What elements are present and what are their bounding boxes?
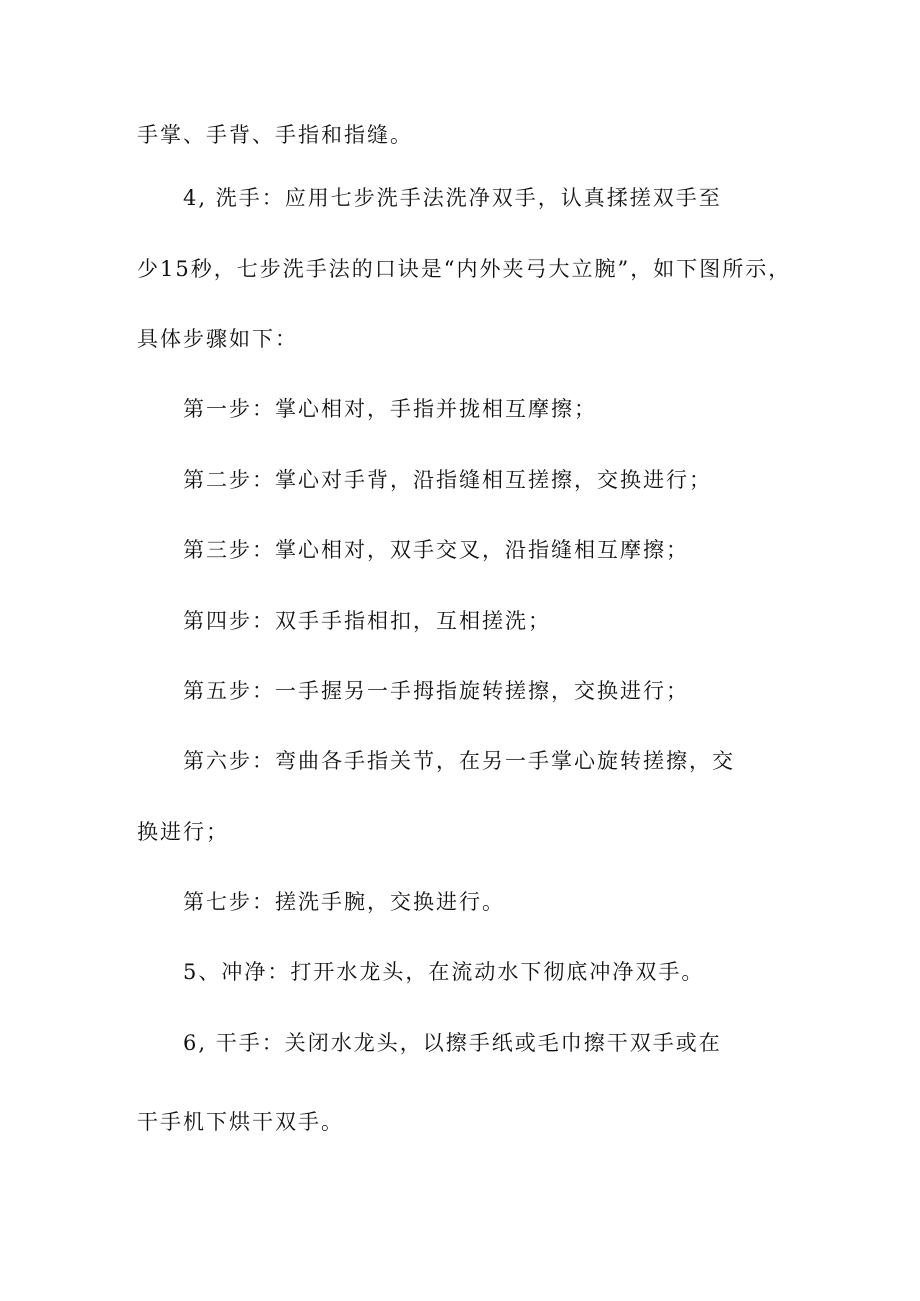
paragraph-line: 具体步骤如下： — [137, 327, 298, 351]
step-line: 第七步：搓洗手腕，交换进行。 — [183, 890, 505, 914]
paragraph-line: 6, 干手：关闭水龙头，以擦手纸或毛巾擦干双手或在 — [183, 1031, 722, 1055]
paragraph-line: 干手机下烘干双手。 — [137, 1110, 344, 1134]
step-line: 第四步：双手手指相扣，互相搓洗； — [183, 609, 551, 633]
step-line: 第二步：掌心对手背，沿指缝相互搓擦，交换进行； — [183, 468, 712, 492]
paragraph-line: 4, 洗手：应用七步洗手法洗净双手，认真揉搓双手至 — [183, 186, 722, 210]
step-line-continued: 换进行； — [137, 820, 229, 844]
step-line: 第六步：弯曲各手指关节，在另一手掌心旋转搓擦，交 — [183, 749, 735, 773]
step-line: 第五步：一手握另一手拇指旋转搓擦，交换进行； — [183, 679, 689, 703]
paragraph-line: 5、冲净：打开水龙头，在流动水下彻底冲净双手。 — [183, 960, 705, 984]
step-line: 第一步：掌心相对，手指并拢相互摩擦； — [183, 397, 597, 421]
paragraph-line: 手掌、手背、手指和指缝。 — [137, 123, 413, 147]
paragraph-line: 少15秒，七步洗手法的口诀是“内外夹弓大立腕”，如下图所示， — [137, 257, 792, 281]
step-line: 第三步：掌心相对，双手交叉，沿指缝相互摩擦； — [183, 538, 689, 562]
